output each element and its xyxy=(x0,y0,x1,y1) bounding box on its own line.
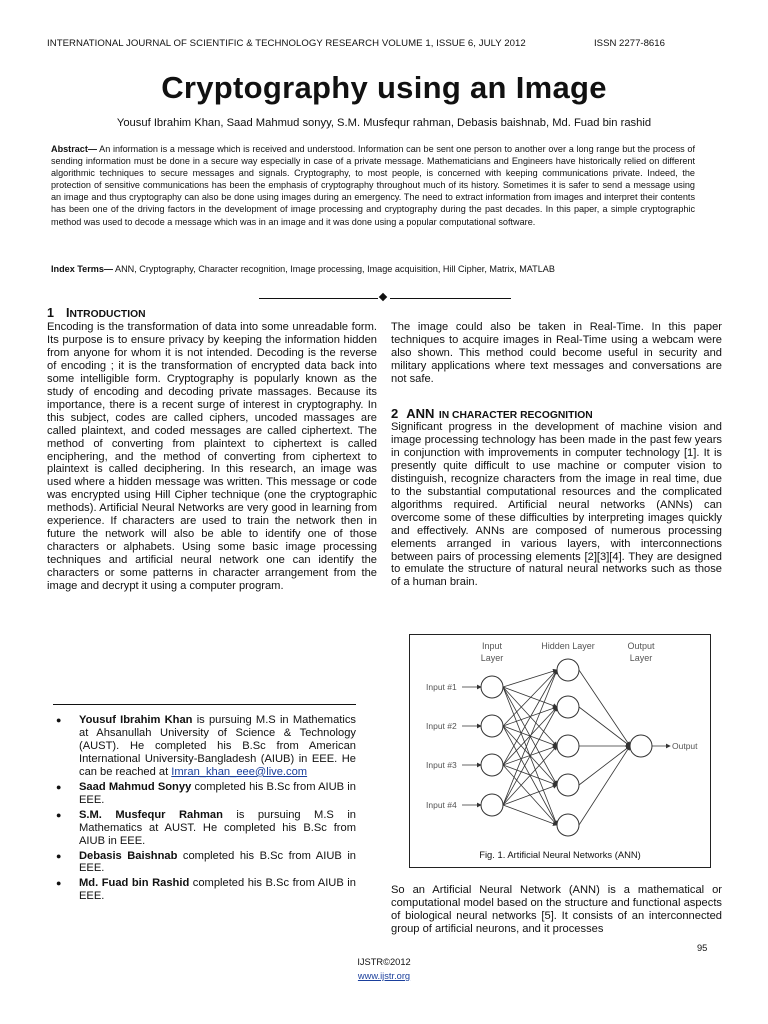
output-node xyxy=(630,735,652,757)
section-2-number: 2 xyxy=(391,406,399,421)
author-footnotes xyxy=(53,714,356,905)
author-list: Yousuf Ibrahim Khan, Saad Mahmud sonyy, S.M. Musfequr rahman, Debasis baishnab, Md. Fuad bin rashid xyxy=(116,117,652,129)
abstract-label: Abstract— xyxy=(51,144,97,154)
output-layer-label-1: Output xyxy=(627,641,655,651)
input-4-label: Input #4 xyxy=(426,800,457,810)
input-node xyxy=(481,794,503,816)
hidden-node xyxy=(557,696,579,718)
input-node xyxy=(481,676,503,698)
input-layer-label-2: Layer xyxy=(480,653,504,663)
connection-edge xyxy=(503,707,557,726)
bullet-icon: ● xyxy=(56,809,62,820)
author-email-link[interactable]: Imran_khan_eee@live.com xyxy=(171,765,308,778)
footnote-item xyxy=(53,781,356,807)
output-layer-label-2: Layer xyxy=(629,653,653,663)
abstract-text: An information is a message which is received and understood. Information can be sent one person to another over a long range but the process of sending information must be done in a secure way especially in case of a private message. Mathematicians and Engineers have historically relied on different algorithmic techniques to secure messages and signals. Cryptography, to most people, is concerned with keeping communications private. Indeed, the protection of sensitive communications has been the emphasis of cryptography throughout much of its history. Sometimes it is safer to send a message using an image and thus cryptography can also be done using images during an emergency. The need to extract information from images and interpret their contents has been one of the driving factors in the development of image processing and cryptography during the past decades. In this paper, a simple cryptographic method was used to decode a message which was in an image and it was done using a popular computational software. xyxy=(51,144,695,227)
section-separator xyxy=(259,292,511,304)
output-label: Output xyxy=(672,741,698,751)
section-2-text: Significant progress in the development of machine vision and image processing technology has been made in the past few years in conjunction with improvements in computer technology [1]. It is presently quite difficult to use machine or computer vision to distinguish, recognize characters from the image in real time, due to the substantial computational resources and the complicated algorithms required. Artificial neural networks (ANNs) can overcome some of these difficulties by interpreting images quickly and effectively. ANNs are composed of numerous processing elements arranged in various layers, with interconnections between pairs of processing elements [2][3][4]. They are designed to emulate the structure of natural neural networks such as those of a human brain. xyxy=(391,421,722,589)
footnote-author-text: is pursuing M.S in Mathematics at AUST. He completed his B.Sc from AIUB in EEE. xyxy=(79,808,356,847)
footnote-divider xyxy=(53,704,356,705)
diamond-icon xyxy=(379,293,387,301)
footnote-item xyxy=(53,877,356,903)
index-terms-text: ANN, Cryptography, Character recognition, Image processing, Image acquisition, Hill Cipher, Matrix, MATLAB xyxy=(113,264,555,274)
bullet-icon: ● xyxy=(56,850,62,861)
journal-header: INTERNATIONAL JOURNAL OF SCIENTIFIC & TECHNOLOGY RESEARCH VOLUME 1, ISSUE 6, JULY 2012 xyxy=(47,38,526,49)
connection-edge xyxy=(503,805,557,825)
footnote-author-text: completed his B.Sc from AIUB in EEE. xyxy=(79,780,356,806)
index-terms-label: Index Terms— xyxy=(51,264,113,274)
bullet-icon: ● xyxy=(56,878,62,889)
ann-figure xyxy=(409,634,711,868)
hidden-node xyxy=(557,774,579,796)
input-2-label: Input #2 xyxy=(426,721,457,731)
footnote-author-text: completed his B.Sc from AIUB in EEE. xyxy=(79,849,356,875)
footnote-author-name: Saad Mahmud Sonyy xyxy=(79,780,192,793)
footer-copyright: IJSTR©2012 xyxy=(357,957,411,967)
input-layer-label-1: Input xyxy=(481,641,503,651)
footnote-item xyxy=(53,850,356,876)
footnote-author-name: Debasis Baishnab xyxy=(79,849,178,862)
section-2-heading-ann: ANN xyxy=(406,406,435,421)
connection-edge xyxy=(579,670,630,746)
hidden-layer-label: Hidden Layer xyxy=(541,641,595,651)
bullet-icon: ● xyxy=(56,715,62,725)
connection-edge xyxy=(503,746,557,805)
paper-title: Cryptography using an Image xyxy=(161,70,607,105)
section-1-number: 1 xyxy=(47,306,54,320)
footnote-item xyxy=(53,809,356,848)
introduction-text: Encoding is the transformation of data into some unreadable form. Its purpose is to ensure privacy by keeping the information hidden from anyone for whom it is not intended. Decoding is the reverse of encoding ; it is the transformation of encrypted data back into some intelligible form. Cryptography is popularly known as the study of encoding and decoding private massages. Because its importance, there is a recent surge of interest in cryptography. In this subject, codes are called ciphers, uncoded massages are called plaintext, and coded messages are called ciphertext. The method of converting from plaintext to ciphertext is called enciphering, and the method of converting from ciphertext to plaintext is called deciphering. In this research, an image was used where a hidden message was written. This message or code was encrypted using Hill Cipher technique (one the cryptographic methods). Artificial Neural Networks are very good in learning from experience. If characters are used to train the network then in future the network will also be able to identify one of those characters or alphabets. Using some basic image processing techniques and artificial neural network one can identify the characters or some patterns in character arrangement from the image and decrypt it using a computer program. xyxy=(47,321,377,593)
figure-caption: Fig. 1. Artificial Neural Networks (ANN) xyxy=(479,849,641,860)
footnote-author-name: Yousuf Ibrahim Khan xyxy=(79,714,193,726)
footnote-item xyxy=(53,714,356,779)
issn-header: ISSN 2277-8616 xyxy=(594,38,665,49)
section-1-heading xyxy=(47,306,146,320)
footer-website-link[interactable]: www.ijstr.org xyxy=(357,971,411,981)
footnote-author-text: completed his B.Sc from AIUB in EEE. xyxy=(79,877,356,903)
introduction-continued-text: The image could also be taken in Real-Time. In this paper techniques to acquire images in Real-Time using a webcam were also shown. This method could become useful in security and military applications where text messages and conversations are not safe. xyxy=(391,321,722,385)
hidden-node xyxy=(557,735,579,757)
abstract xyxy=(51,143,695,228)
input-1-label: Input #1 xyxy=(426,682,457,692)
input-node xyxy=(481,754,503,776)
hidden-node xyxy=(557,659,579,681)
connection-edge xyxy=(503,785,557,805)
input-3-label: Input #3 xyxy=(426,760,457,770)
footnote-author-name: Md. Fuad bin Rashid xyxy=(79,877,190,890)
section-2-heading-rest: IN CHARACTER RECOGNITION xyxy=(438,410,593,421)
input-node xyxy=(481,715,503,737)
index-terms xyxy=(51,264,701,274)
page-number: 95 xyxy=(697,943,708,953)
section-1-heading-rest: NTRODUCTION xyxy=(69,309,146,320)
section-2-continued-text: So an Artificial Neural Network (ANN) is a mathematical or computational model based on the structure and functional aspects of biological neural networks [5]. It consists of an interconnected group of artificial neurons, and it processes xyxy=(391,884,722,935)
hidden-node xyxy=(557,814,579,836)
neural-network-diagram xyxy=(410,635,710,867)
footnote-author-name: S.M. Musfequr Rahman xyxy=(79,808,223,821)
footnote-author-text: is pursuing M.S in Mathematics at Ahsanullah University of Science & Technology (AUST). He completed his B.Sc from American International University-Bangladesh (AIUB) in EEE. He can be reached at xyxy=(79,714,356,778)
bullet-icon: ● xyxy=(56,781,62,792)
section-1-heading-initial: I xyxy=(65,306,70,320)
connection-edge xyxy=(579,746,630,785)
connection-edge xyxy=(579,746,630,825)
connection-edge xyxy=(579,707,630,746)
